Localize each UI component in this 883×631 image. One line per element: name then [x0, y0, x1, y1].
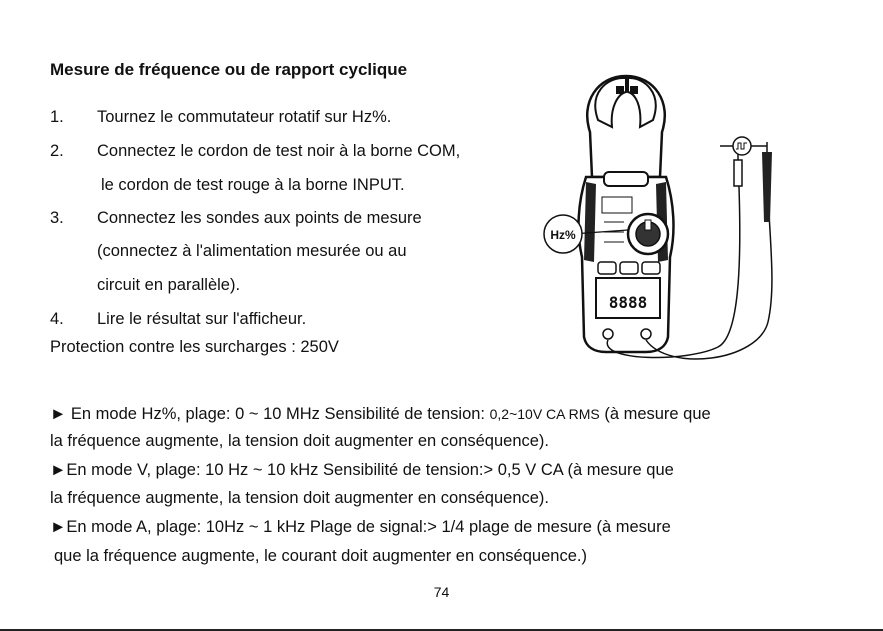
overload-protection: Protection contre les surcharges : 250V [50, 338, 339, 356]
note-hz-line-2: la fréquence augmente, la tension doit augmenter en conséquence). [50, 432, 550, 450]
function-button-1 [598, 262, 616, 274]
function-button-2 [620, 262, 638, 274]
step-4-number: 4. [50, 310, 64, 328]
step-4-line-1: Lire le résultat sur l'afficheur. [97, 310, 307, 328]
step-3-line-3: circuit en parallèle). [97, 276, 241, 294]
note-hz-line-1 [50, 405, 711, 424]
step-3-line-1: Connectez les sondes aux points de mesure [97, 209, 422, 227]
step-1-line-1: Tournez le commutateur rotatif sur Hz%. [97, 108, 392, 126]
step-2-line-2: le cordon de test rouge à la borne INPUT. [101, 176, 405, 194]
note-hz-text-b: 0,2~10V CA RMS [489, 406, 600, 422]
note-v-line-1: ►En mode V, plage: 10 Hz ~ 10 kHz Sensibilité de tension:> 0,5 V CA (à mesure que [50, 461, 674, 479]
clamp-meter-illustration [538, 72, 798, 372]
step-3-number: 3. [50, 209, 64, 227]
com-jack [603, 329, 613, 339]
step-3-line-2: (connectez à l'alimentation mesurée ou au [97, 242, 407, 260]
step-2-line-1: Connectez le cordon de test noir à la borne COM, [97, 142, 461, 160]
note-a-line-2: que la fréquence augmente, le courant doit augmenter en conséquence.) [54, 547, 587, 565]
probe-black [762, 152, 772, 222]
note-v-line-2: la fréquence augmente, la tension doit augmenter en conséquence). [50, 489, 550, 507]
input-jack [641, 329, 651, 339]
hz-callout-label: Hz% [550, 228, 576, 242]
probe-red [734, 160, 742, 186]
note-hz-text-a: ► En mode Hz%, plage: 0 ~ 10 MHz Sensibilité de tension: [50, 405, 490, 423]
section-title: Mesure de fréquence ou de rapport cyclique [50, 60, 408, 79]
step-2-number: 2. [50, 142, 64, 160]
step-1-number: 1. [50, 108, 64, 126]
lcd-digits: 8888 [608, 293, 648, 312]
page-number: 74 [433, 584, 450, 600]
note-hz-text-c: (à mesure que [599, 405, 711, 423]
signal-source-icon [733, 137, 751, 155]
note-a-line-1: ►En mode A, plage: 10Hz ~ 1 kHz Plage de signal:> 1/4 plage de mesure (à mesure [50, 518, 671, 536]
function-button-3 [642, 262, 660, 274]
